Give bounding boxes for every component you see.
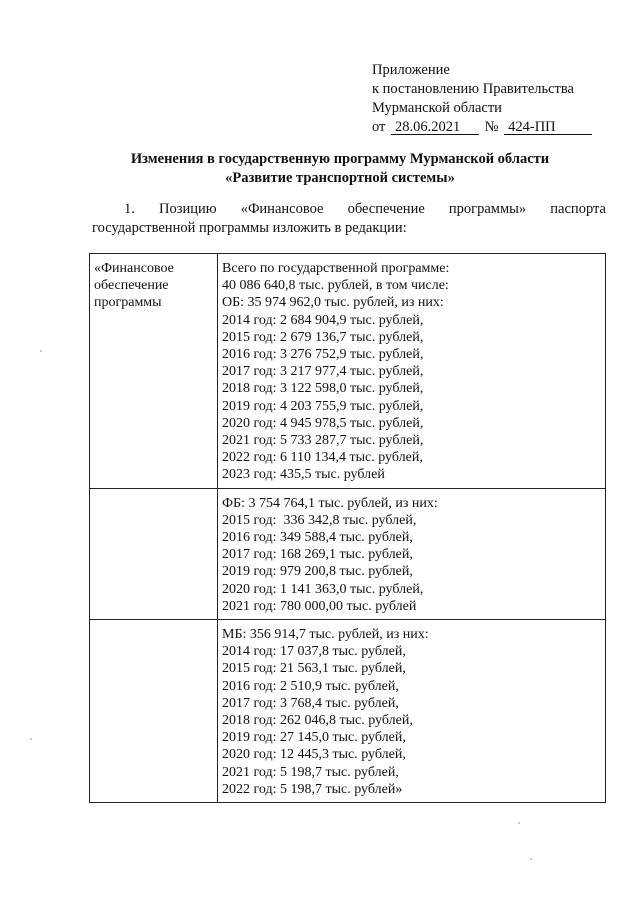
scan-speck — [30, 738, 32, 740]
appendix-line-3: Мурманской области — [372, 100, 502, 116]
scan-speck — [518, 822, 520, 824]
value-line: 2017 год: 168 269,1 тыс. рублей, — [222, 547, 413, 563]
label-line: программы — [94, 295, 162, 311]
paragraph-first-line — [92, 200, 606, 219]
resolution-number: 424-ПП — [504, 120, 592, 135]
label-line: обеспечение — [94, 278, 169, 294]
scan-speck — [530, 858, 532, 860]
value-line: 2017 год: 3 217 977,4 тыс. рублей, — [222, 364, 424, 380]
value-line: 2019 год: 4 203 755,9 тыс. рублей, — [222, 398, 424, 414]
appendix-date-number-line — [372, 118, 594, 137]
values-cell-total — [218, 254, 606, 489]
number-label: № — [484, 119, 499, 135]
label-cell — [90, 254, 218, 489]
value-line: 2015 год: 2 679 136,7 тыс. рублей, — [222, 329, 424, 345]
scan-speck — [40, 350, 42, 352]
value-line: 2016 год: 349 588,4 тыс. рублей, — [222, 530, 413, 546]
value-line: 2015 год: 21 563,1 тыс. рублей, — [222, 661, 406, 677]
paragraph-second-line: государственной программы изложить в редакции: — [92, 220, 407, 236]
value-line: 40 086 640,8 тыс. рублей, в том числе: — [222, 278, 449, 294]
empty-label-cell — [90, 620, 218, 803]
values-cell-federal — [218, 488, 606, 619]
value-line: 2023 год: 435,5 тыс. рублей — [222, 467, 385, 483]
value-line: 2021 год: 780 000,00 тыс. рублей — [222, 598, 417, 614]
value-line: 2020 год: 12 445,3 тыс. рублей, — [222, 747, 406, 763]
document-title — [70, 150, 610, 188]
financing-table — [89, 253, 606, 803]
value-line: 2018 год: 3 122 598,0 тыс. рублей, — [222, 381, 424, 397]
appendix-line-1: Приложение — [372, 62, 450, 78]
value-line: 2021 год: 5 198,7 тыс. рублей, — [222, 764, 399, 780]
value-line: 2022 год: 5 198,7 тыс. рублей» — [222, 781, 403, 797]
value-line: Всего по государственной программе: — [222, 261, 450, 276]
value-line: 2014 год: 17 037,8 тыс. рублей, — [222, 644, 406, 660]
table-row — [90, 488, 606, 619]
value-line: 2019 год: 27 145,0 тыс. рублей, — [222, 730, 406, 746]
value-line: МБ: 356 914,7 тыс. рублей, из них: — [222, 627, 429, 643]
table-row — [90, 254, 606, 489]
value-line: 2016 год: 2 510,9 тыс. рублей, — [222, 678, 399, 694]
value-line: 2022 год: 6 110 134,4 тыс. рублей, — [222, 450, 423, 466]
paragraph-word: паспорта — [550, 201, 606, 217]
title-line-2: «Развитие транспортной системы» — [225, 170, 455, 186]
instruction-paragraph — [92, 200, 606, 238]
paragraph-word: Позицию — [159, 201, 217, 217]
table-row — [90, 620, 606, 803]
value-line: ОБ: 35 974 962,0 тыс. рублей, из них: — [222, 295, 444, 311]
paragraph-word: обеспечение — [347, 201, 425, 217]
paragraph-word: программы» — [448, 201, 527, 217]
label-line: «Финансовое — [94, 261, 174, 276]
value-line: ФБ: 3 754 764,1 тыс. рублей, из них: — [222, 495, 438, 511]
value-line: 2019 год: 979 200,8 тыс. рублей, — [222, 564, 413, 580]
value-line: 2020 год: 1 141 363,0 тыс. рублей, — [222, 581, 424, 597]
value-line: 2021 год: 5 733 287,7 тыс. рублей, — [222, 433, 424, 449]
resolution-date: 28.06.2021 — [391, 120, 479, 135]
appendix-line-2: к постановлению Правительства — [372, 81, 574, 97]
title-line-1: Изменения в государственную программу Мурманской области — [130, 151, 550, 167]
from-label: от — [372, 119, 386, 135]
appendix-header — [372, 61, 594, 137]
value-line: 2014 год: 2 684 904,9 тыс. рублей, — [222, 312, 424, 328]
value-line: 2016 год: 3 276 752,9 тыс. рублей, — [222, 347, 424, 363]
paragraph-word: «Финансовое — [240, 201, 324, 217]
value-line: 2018 год: 262 046,8 тыс. рублей, — [222, 713, 413, 729]
value-line: 2017 год: 3 768,4 тыс. рублей, — [222, 695, 399, 711]
values-cell-municipal — [218, 620, 606, 803]
paragraph-word: 1. — [124, 201, 135, 217]
value-line: 2015 год: 336 342,8 тыс. рублей, — [222, 512, 417, 528]
value-line: 2020 год: 4 945 978,5 тыс. рублей, — [222, 415, 424, 431]
empty-label-cell — [90, 488, 218, 619]
